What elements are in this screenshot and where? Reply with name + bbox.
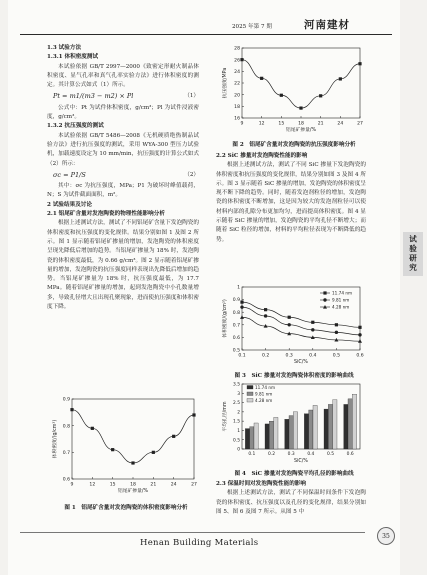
- bar: [352, 394, 356, 449]
- series-line: [72, 410, 194, 463]
- section-heading: 2 试验结果及讨论: [47, 201, 92, 208]
- series-line: [242, 317, 360, 341]
- y-tick-label: 28: [234, 46, 240, 52]
- data-point: [323, 298, 326, 301]
- y-tick-label: 0.8: [232, 310, 240, 316]
- body-paragraph: 本试验依据 GB/T 2997—2000《致密定形耐火制品体积密度、显气孔率和真气孔率实验方法》进行体积密度的测定。其计算公式如式（1）所示。: [47, 63, 199, 89]
- figure-3-chart: [220, 284, 366, 368]
- data-point: [319, 94, 322, 97]
- x-tick-label: 12: [89, 482, 96, 488]
- y-tick-label: 3.5: [233, 382, 240, 388]
- section-heading: 1.3.1 体积密度测试: [47, 54, 99, 61]
- legend-label: 4.28 nm: [332, 304, 350, 310]
- body-paragraph: 公式中：Pt 为试件体积密度，g/cm³；Pl 为试件浸液密度，g/cm³。: [47, 104, 199, 121]
- bar: [304, 414, 308, 449]
- bar: [313, 405, 317, 449]
- legend-swatch: [247, 392, 253, 396]
- y-tick-label: 0.9: [232, 298, 240, 304]
- body-paragraph: 根据上述测试方法，测试了不同 SiC 掺量下发泡陶瓷的体积密度和抗压强度的变化规律，结果分别如图 3 及图 4 所示。图 3 显示随着 SiC 掺量的增加，发泡陶瓷的体积密度呈现不断下降的趋势。同时，随着发泡剂粒径的增加，发泡陶瓷的体积密度不断增加，这是因为较大的发泡剂粒径可以使材料内部的孔隙分布更加均匀，进而提高体积密度。图 4 显示随着 SiC 掺量的增加，发泡陶瓷的平均孔径不断增大；而随着 SiC 粒径的增加，材料的平均粒径表现为不断降低的趋势。: [216, 162, 366, 243]
- y-tick-label: 0.6: [232, 336, 240, 341]
- equation-number: （2）: [184, 171, 199, 178]
- figure-3-caption: 图 3 SiC 掺量对发泡陶瓷体积密度的影响曲线: [234, 373, 354, 379]
- equation: [53, 171, 199, 180]
- y-axis-label: 体积密度/(g/cm³): [223, 299, 228, 338]
- data-point: [70, 408, 73, 411]
- bar: [274, 417, 278, 449]
- x-tick-label: 12: [258, 121, 265, 127]
- data-point: [358, 333, 361, 336]
- figure-1-chart: [50, 395, 200, 498]
- y-tick-label: 24: [234, 69, 240, 75]
- x-tick-label: 27: [357, 121, 363, 127]
- figure-1-caption: 图 1 铝尾矿含量对发泡陶瓷的体积密度影响分析: [64, 505, 188, 511]
- data-point: [240, 305, 243, 308]
- x-axis-label: SiC/%: [294, 360, 308, 365]
- legend-swatch: [247, 386, 253, 390]
- bar: [348, 399, 352, 449]
- data-point: [358, 62, 361, 65]
- data-point: [288, 316, 291, 319]
- right-column-bottom: [216, 480, 366, 517]
- body-paragraph: 本试验依据 GB/T 5486—2008《无机硬质绝热制品试验方法》进行抗压强度的测试，采用 WYA-300 型压力试验机，加载速度设定为 10 mm/min，抗压强度的计算公式如式（2）所示：: [47, 132, 199, 167]
- y-tick-label: 0.5: [233, 438, 240, 444]
- x-tick-label: 0.4: [309, 353, 317, 359]
- data-point: [299, 106, 302, 109]
- data-point: [311, 321, 314, 324]
- data-point: [240, 58, 243, 61]
- equation-body: Pt = m1/(m3 − m2) × Pl: [53, 92, 134, 101]
- equation-body: σc = P1/S: [53, 170, 86, 179]
- issue-info: 2025 年第 7 期: [232, 24, 272, 30]
- data-point: [192, 413, 195, 416]
- x-tick-label: 0.2: [261, 353, 270, 359]
- x-tick-label: 0.1: [238, 353, 246, 359]
- bar: [245, 429, 249, 449]
- x-tick-label: 0.5: [327, 452, 334, 457]
- data-point: [335, 331, 338, 334]
- equation: [53, 92, 199, 101]
- x-axis-label: 铝尾矿掺量/%: [117, 489, 149, 494]
- bar: [289, 416, 293, 449]
- y-tick-label: 2.5: [233, 401, 240, 407]
- bar: [285, 419, 289, 449]
- y-tick-label: 1: [237, 285, 240, 291]
- y-axis-label: 平均孔径/mm: [223, 401, 228, 432]
- x-tick-label: 0.2: [268, 452, 275, 457]
- page-number: 35: [377, 527, 395, 545]
- x-tick-label: 18: [298, 121, 304, 127]
- bar: [254, 423, 258, 449]
- data-point: [288, 323, 291, 326]
- data-point: [264, 308, 267, 311]
- y-tick-label: 0.9: [62, 397, 70, 403]
- bar: [344, 404, 348, 449]
- header-rule: [20, 34, 392, 35]
- data-point: [131, 461, 134, 464]
- figure-4-chart: [220, 381, 366, 467]
- legend-label: 9.81 nm: [255, 391, 273, 397]
- legend-label: 9.81 nm: [332, 297, 350, 303]
- x-tick-label: 18: [130, 482, 136, 488]
- legend-label: 4.28 nm: [255, 398, 273, 403]
- figure-2-chart: [220, 44, 366, 136]
- data-point: [264, 314, 267, 317]
- y-tick-label: 0: [237, 447, 240, 453]
- plot-frame: [242, 287, 360, 350]
- x-tick-label: 27: [191, 482, 197, 488]
- data-point: [323, 291, 326, 294]
- y-axis-label: 抗压强度/MPa: [223, 67, 228, 99]
- bar: [269, 421, 273, 449]
- data-point: [311, 328, 314, 331]
- data-point: [111, 448, 114, 451]
- bar: [328, 404, 332, 449]
- y-tick-label: 22: [234, 81, 240, 87]
- y-tick-label: 0.8: [62, 424, 70, 430]
- bar: [309, 410, 313, 449]
- x-tick-label: 15: [278, 121, 285, 127]
- legend-swatch: [247, 399, 253, 403]
- right-column-top: [216, 152, 366, 245]
- legend-label: 11.74 nm: [255, 385, 276, 390]
- body-paragraph: 根据上述测试方法，测试了不同保温时间条件下发泡陶瓷的体积密度、抗压强度以及孔径的变化规律，结果分别如图 5、图 6 及图 7 所示。从图 5 中: [216, 490, 366, 515]
- data-point: [152, 451, 155, 454]
- bar: [265, 424, 269, 449]
- x-tick-label: 0.6: [346, 452, 354, 457]
- bar: [293, 412, 297, 449]
- data-point: [172, 435, 175, 438]
- data-point: [91, 427, 94, 430]
- y-tick-label: 1.5: [233, 419, 240, 425]
- plot-frame: [72, 399, 194, 479]
- x-tick-label: 15: [109, 482, 116, 488]
- section-heading: 2.3 保温时间对发泡陶瓷性能的影响: [216, 481, 306, 487]
- section-heading: 2.1 铝尾矿含量对发泡陶瓷的物理性能影响分析: [47, 211, 165, 218]
- section-heading: 1.3 试验方法: [47, 45, 82, 51]
- y-axis-label: 体积密度/(g/cm³): [53, 419, 58, 459]
- figure-2-caption: 图 2 铝尾矿含量对发泡陶瓷的抗压强度影响分析: [232, 142, 356, 148]
- x-tick-label: 0.4: [307, 452, 315, 457]
- y-tick-label: 0.7: [232, 323, 240, 329]
- data-point: [260, 77, 263, 80]
- x-axis-label: SiC/%: [294, 459, 308, 464]
- y-tick-label: 0.5: [232, 348, 240, 354]
- bar: [333, 400, 337, 449]
- bar: [324, 409, 328, 449]
- data-point: [335, 323, 338, 326]
- x-tick-label: 9: [240, 121, 244, 127]
- x-tick-label: 0.6: [356, 353, 364, 359]
- y-tick-label: 2: [237, 410, 240, 416]
- body-paragraph: 根据上述测试方法，测试了不同铝尾矿含量下发泡陶瓷的体积密度和抗压强度的变化规律。结果分别如图 1 及图 2 所示。图 1 显示随着铝尾矿掺量的增加，发泡陶瓷的体积密度呈现先降低后增加的趋势。当铝尾矿掺量为 18% 时，发泡陶瓷的体积密度最低，为 0.66 g/cm³。图 2 显示随着铝尾矿掺量的增加，发泡陶瓷的抗压强度同样表现出先降低后增加的趋势。当铝尾矿掺量为 18% 时，抗压强度最低，为 17.7 MPa。随着铝尾矿掺量的增加，起到发泡陶瓷中小孔数量增多，导致孔径增大且出现孔聚现象，进而使抗压强度和体积密度下降。: [47, 220, 199, 311]
- data-point: [339, 77, 342, 80]
- section-tab-label: 试验研究: [408, 235, 418, 273]
- y-tick-label: 26: [234, 58, 240, 64]
- y-tick-label: 18: [234, 104, 240, 110]
- y-tick-label: 20: [234, 93, 240, 99]
- equation-number: （1）: [184, 93, 199, 100]
- section-heading: 2.2 SiC 掺量对发泡陶瓷性能的影响: [216, 153, 308, 159]
- y-tick-label: 3: [237, 391, 240, 397]
- footer-rule: [20, 532, 365, 533]
- bar: [250, 427, 254, 449]
- x-tick-label: 24: [337, 121, 344, 127]
- x-tick-label: 0.5: [332, 353, 341, 359]
- x-tick-label: 21: [150, 482, 157, 488]
- series-line: [242, 304, 360, 335]
- x-tick-label: 9: [70, 482, 74, 488]
- legend-label: 11.74 nm: [332, 290, 353, 296]
- body-paragraph: 其中：σc 为抗压强度，MPa；P1 为破坏时峰值载荷，N；S 为试件截面面积，m²。: [47, 183, 199, 199]
- section-heading: 1.3.2 抗压强度的测试: [47, 123, 104, 130]
- x-axis-label: 铝尾矿掺量/%: [285, 128, 317, 133]
- x-tick-label: 24: [170, 482, 177, 488]
- data-point: [358, 326, 361, 329]
- x-tick-label: 21: [317, 121, 324, 127]
- journal-title: 河南建材: [304, 19, 350, 31]
- data-point: [280, 94, 283, 97]
- y-tick-label: 16: [234, 116, 240, 122]
- x-tick-label: 0.3: [285, 353, 293, 359]
- x-tick-label: 0.1: [248, 452, 256, 457]
- section-tab: [403, 232, 423, 276]
- y-tick-label: 1: [237, 429, 240, 435]
- figure-4-caption: 图 4 SiC 掺量对发泡陶瓷平均孔径的影响曲线: [234, 471, 354, 477]
- left-column: [47, 44, 199, 312]
- y-tick-label: 0.7: [62, 450, 70, 456]
- data-point: [240, 301, 243, 304]
- footer-journal-name: Henan Building Materials: [140, 538, 259, 548]
- y-tick-label: 0.6: [62, 477, 70, 483]
- x-tick-label: 0.3: [287, 452, 295, 457]
- series-line: [242, 60, 360, 108]
